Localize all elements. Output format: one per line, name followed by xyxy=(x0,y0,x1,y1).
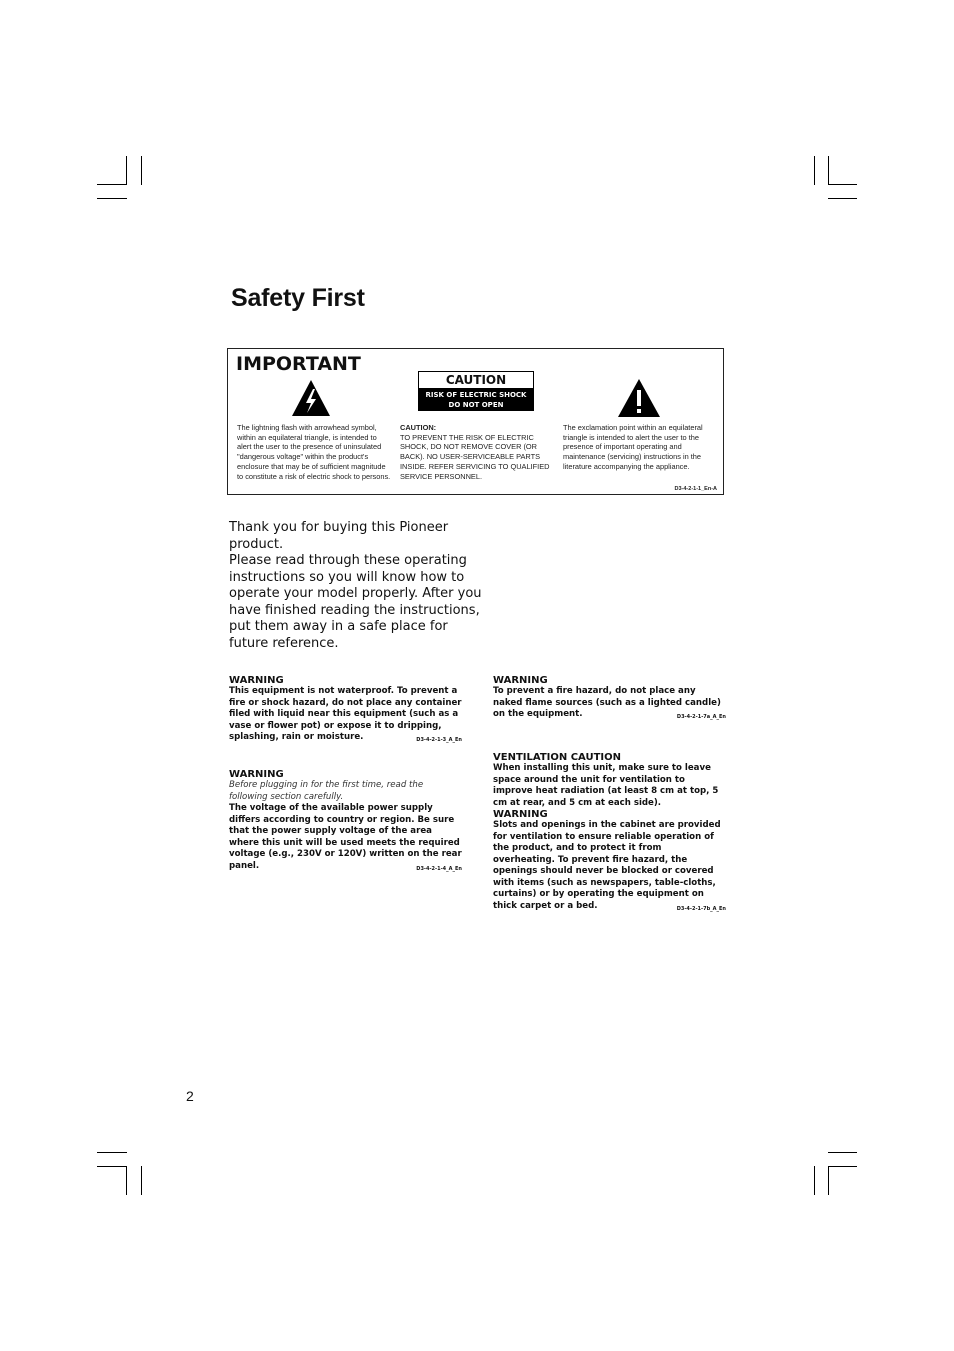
ventilation-caution xyxy=(493,752,726,915)
ventilation-code: D3-4-2-1-7b_A_En xyxy=(676,905,726,912)
warning-body xyxy=(229,686,462,744)
exclamation-text: The exclamation point within an equilateral triangle is intended to alert the user to the presence of important operating and maintenance (servicing) instructions in the literature accompanying the appliance. xyxy=(563,423,703,471)
warning-heading: WARNING xyxy=(229,675,284,686)
warning-code: D3-4-2-1-3_A_En xyxy=(416,737,462,743)
caution-label-sub xyxy=(419,388,533,410)
important-code: D3-4-2-1-1_En-A xyxy=(674,486,717,492)
warning-heading: WARNING xyxy=(493,675,548,686)
important-heading: IMPORTANT xyxy=(236,353,361,375)
ventilation-heading: VENTILATION CAUTION xyxy=(493,752,622,763)
warning-flame xyxy=(493,675,726,724)
exclamation-warning-icon xyxy=(617,378,661,418)
caution-text-body: TO PREVENT THE RISK OF ELECTRIC SHOCK, DO NOT REMOVE COVER (OR BACK). NO USER-SERVICEABLE PARTS INSIDE. REFER SERVICING TO QUALIFIED SERVICE PERSONNEL. xyxy=(400,432,550,481)
warning-voltage xyxy=(229,769,462,875)
warning-body-text: This equipment is not waterproof. To prevent a fire or shock hazard, do not place any container filed with liquid near this equipment (such as a vase or flower pot) or expose it to dripping, splashing, rain or moisture. xyxy=(229,686,462,742)
lightning-warning-icon xyxy=(291,379,331,417)
warning-body-text: The voltage of the available power supply differs according to country or region. Be sure that the power supply voltage of the area where this unit will be used meets the required voltage (e.g., 230V or 120V) written on the rear panel. xyxy=(229,803,462,871)
warning-heading: WARNING xyxy=(229,769,284,780)
ventilation-body: When installing this unit, make sure to leave space around the unit for ventilation to improve heat radiation (at least 8 cm at top, 5 cm at rear, and 5 cm at each side). xyxy=(493,763,719,808)
warning-italic-note: Before plugging in for the first time, read the following section carefully. xyxy=(229,780,424,802)
ventilation-warning-body xyxy=(493,820,726,912)
warning-code: D3-4-2-1-4_A_En xyxy=(416,865,462,872)
caution-label-title: CAUTION xyxy=(445,373,507,387)
warning-body xyxy=(229,803,462,872)
intro-line1: Thank you for buying this Pioneer product. xyxy=(229,520,449,552)
warning-body xyxy=(493,686,726,721)
caution-sub-line1: RISK OF ELECTRIC SHOCK xyxy=(425,391,527,399)
important-box xyxy=(227,348,724,495)
warning-body-text: To prevent a fire hazard, do not place any naked flame sources (such as a lighted candle) on the equipment. xyxy=(493,686,721,719)
caution-text-block xyxy=(400,423,552,481)
caution-sub-line2: DO NOT OPEN xyxy=(448,401,504,409)
ventilation-warning-text: Slots and openings in the cabinet are provided for ventilation to ensure reliable operation of the product, and to protect it from overheating. To prevent fire hazard, the openings should never be blocked or covered with items (such as newspapers, table-cloths, curtains) or by operating the equipment on thick carpet or a bed. xyxy=(493,820,721,911)
caution-text-heading: CAUTION: xyxy=(400,423,437,432)
page-number: 2 xyxy=(186,1088,194,1104)
ventilation-warning-heading: WARNING xyxy=(493,809,548,820)
lightning-text: The lightning flash with arrowhead symbol, within an equilateral triangle, is intended to alert the user to the presence of uninsulated "dangerous voltage" within the product's enclosure that may be of sufficient magnitude to constitute a risk of electric shock to persons. xyxy=(237,423,391,481)
intro-text xyxy=(229,520,489,652)
page-title: Safety First xyxy=(231,284,365,312)
intro-line2: Please read through these operating instructions so you will know how to operate your model properly. After you have finished reading the instructions, put them away in a safe place for future reference. xyxy=(229,553,482,651)
warning-waterproof xyxy=(229,675,462,747)
caution-label xyxy=(418,371,534,411)
warning-code: D3-4-2-1-7a_A_En xyxy=(676,714,726,720)
